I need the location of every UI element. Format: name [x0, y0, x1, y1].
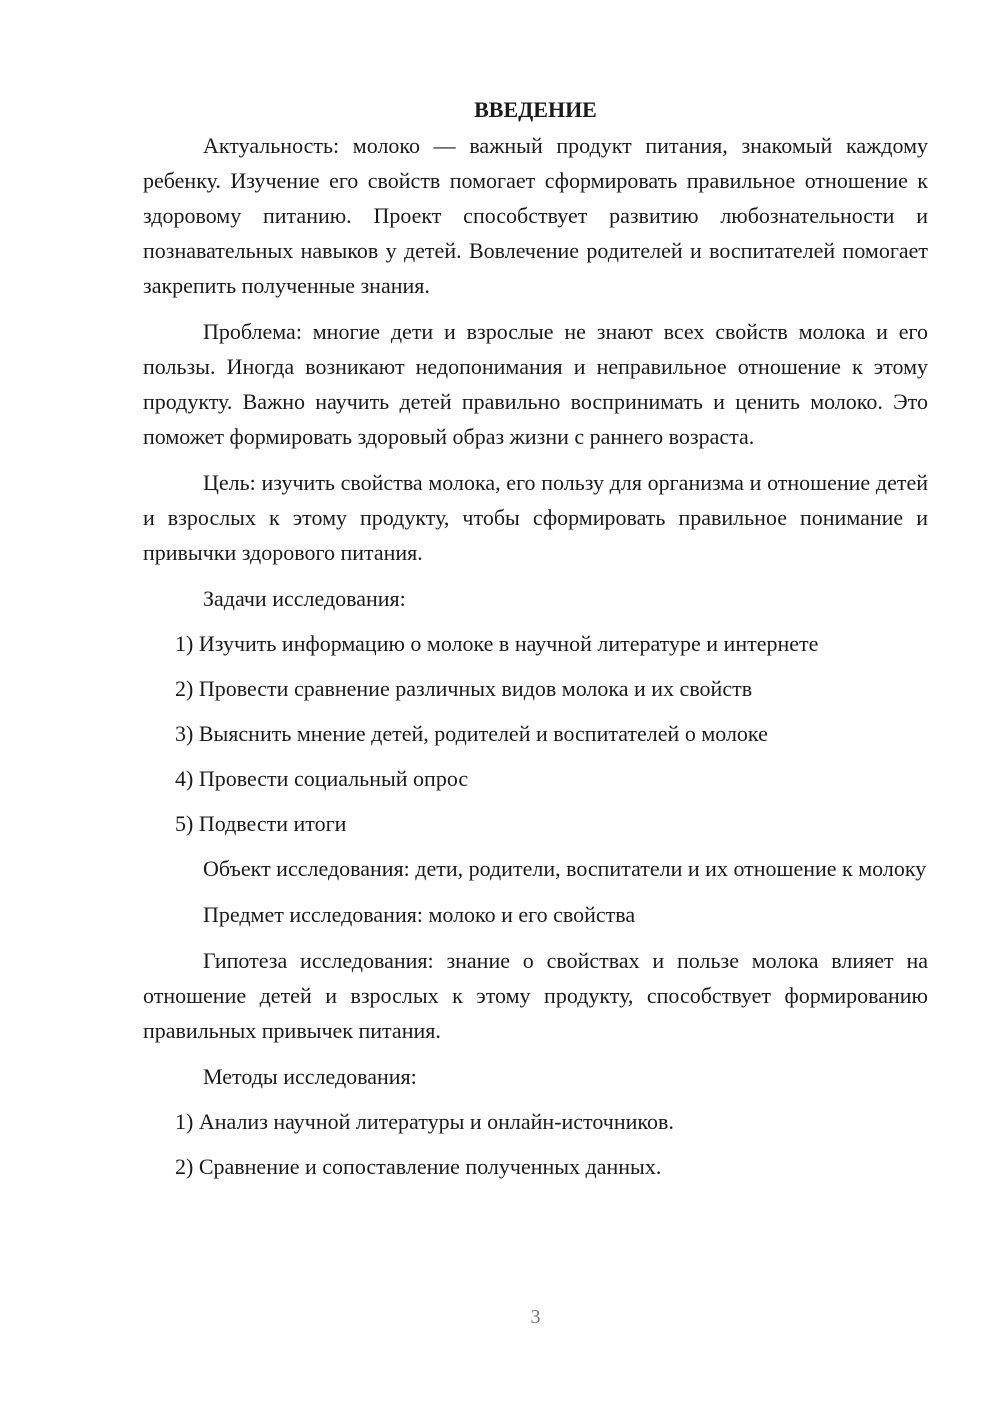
goal-paragraph: Цель: изучить свойства молока, его пользу для организма и отношение детей и взрослых к этому продукту, чтобы сформировать правильное понимание и привычки здорового питания.: [143, 470, 928, 565]
relevance-paragraph: Актуальность: молоко — важный продукт питания, знакомый каждому ребенку. Изучение его свойств помогает сформировать правильное отношение к здоровому питанию. Проект способствует развитию любознательности и познавательных навыков у детей. Вовлечение родителей и воспитателей помогает закрепить полученные знания.: [143, 133, 928, 298]
method-item: 2) Сравнение и сопоставление полученных данных.: [175, 1154, 662, 1179]
methods-label: Методы исследования:: [203, 1064, 417, 1089]
object-paragraph: Объект исследования: дети, родители, воспитатели и их отношение к молоку: [203, 856, 927, 881]
tasks-list: [143, 626, 928, 841]
page-number: 3: [530, 1306, 541, 1328]
method-item: 1) Анализ научной литературы и онлайн-источников.: [175, 1109, 674, 1134]
task-item: 2) Провести сравнение различных видов молока и их свойств: [175, 676, 753, 701]
task-item: 5) Подвести итоги: [175, 811, 347, 836]
hypothesis-paragraph: Гипотеза исследования: знание о свойствах и пользе молока влияет на отношение детей и взрослых к этому продукту, способствует формированию правильных привычек питания.: [143, 948, 928, 1043]
methods-list: [143, 1104, 928, 1184]
task-item: 1) Изучить информацию о молоке в научной литературе и интернете: [175, 631, 819, 656]
document-page: [143, 92, 928, 1194]
tasks-label: Задачи исследования:: [203, 586, 406, 611]
problem-paragraph: Проблема: многие дети и взрослые не знают всех свойств молока и его пользы. Иногда возникают недопонимания и неправильное отношение к этому продукту. Важно научить детей правильно воспринимать и ценить молоко. Это поможет формировать здоровый образ жизни с раннего возраста.: [143, 319, 928, 449]
task-item: 3) Выяснить мнение детей, родителей и воспитателей о молоке: [175, 721, 768, 746]
subject-paragraph: Предмет исследования: молоко и его свойства: [203, 902, 636, 927]
task-item: 4) Провести социальный опрос: [175, 766, 469, 791]
page-title: ВВЕДЕНИЕ: [474, 97, 597, 122]
